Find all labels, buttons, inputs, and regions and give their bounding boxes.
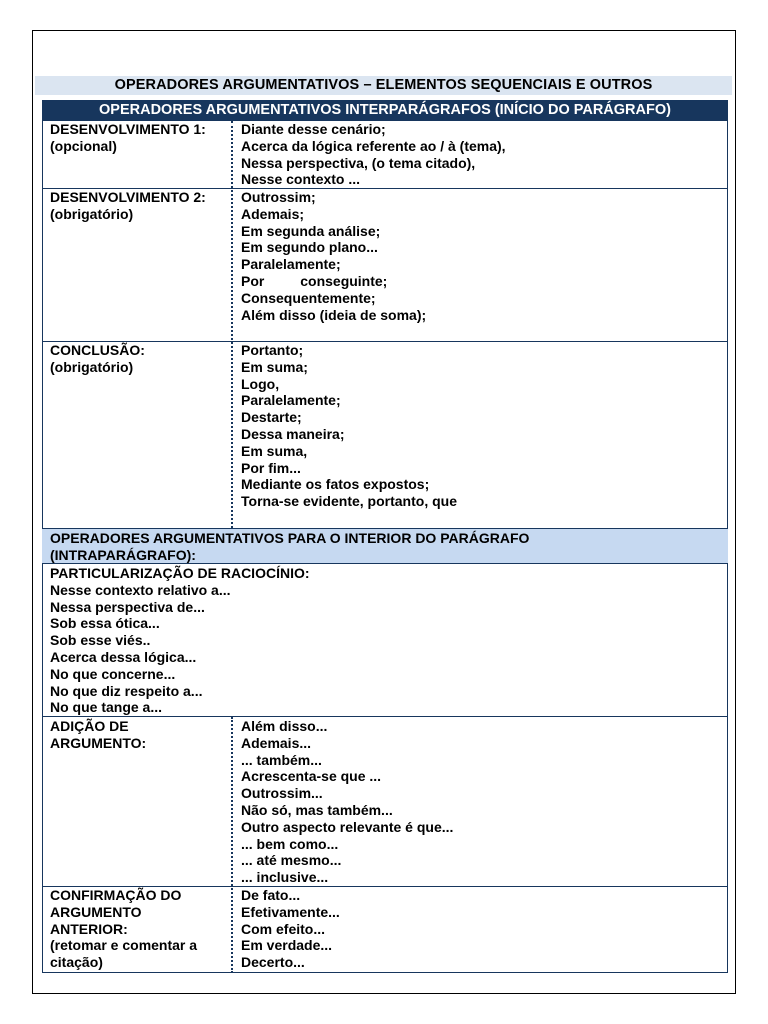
row-conclusao: [50, 342, 145, 376]
list-item: Logo,: [241, 375, 280, 392]
list-item: Nessa perspectiva de...: [50, 598, 205, 615]
list-item: Paralelamente;: [241, 392, 341, 409]
particularization-block: [50, 565, 310, 716]
list-item: No que diz respeito a...: [50, 682, 203, 699]
list-item: Torna-se evidente, portanto, que: [241, 493, 457, 510]
list-item: Paralelamente;: [241, 256, 341, 273]
list-item: Acrescenta-se que ...: [241, 768, 382, 785]
operator-list: [241, 121, 506, 188]
list-item: Consequentemente;: [241, 289, 376, 306]
row-label: CONCLUSÃO:: [50, 342, 145, 358]
list-item: Com efeito...: [241, 920, 326, 937]
row-label: DESENVOLVIMENTO 1:: [50, 121, 206, 137]
list-item: Ademais;: [241, 205, 305, 222]
section-interparagraph-heading: OPERADORES ARGUMENTATIVOS INTERPARÁGRAFOS (INÍCIO DO PARÁGRAFO): [42, 100, 728, 121]
section-intraparagraph-heading: [42, 528, 728, 564]
list-item: Além disso (ideia de soma);: [241, 306, 427, 323]
column-divider: [231, 717, 233, 973]
list-item: Sob essa ótica...: [50, 615, 160, 632]
row-note: (opcional): [50, 137, 117, 154]
list-item: ... inclusive...: [241, 869, 329, 886]
list-item: Em verdade...: [241, 937, 333, 954]
list-item: Ademais...: [241, 734, 312, 751]
list-item: Por conseguinte;: [241, 272, 388, 289]
list-item: Diante desse cenário;: [241, 121, 386, 137]
list-item: No que tange a...: [50, 699, 163, 716]
list-item: Outrossim...: [241, 785, 323, 802]
operator-list: [241, 189, 426, 323]
list-item: Mediante os fatos expostos;: [241, 476, 430, 493]
list-item: Em suma,: [241, 442, 308, 459]
operator-list: [241, 718, 453, 886]
list-item: ... também...: [241, 751, 322, 768]
list-item: Nesse contexto relativo a...: [50, 581, 231, 598]
list-item: Em segunda análise;: [241, 222, 381, 239]
list-item: Acerca dessa lógica...: [50, 648, 197, 665]
section-heading-text: OPERADORES ARGUMENTATIVOS PARA O INTERIOR DO PARÁGRAFO (INTRAPARÁGRAFO):: [50, 530, 530, 563]
list-item: Nessa perspectiva, (o tema citado),: [241, 154, 476, 171]
list-item: Não só, mas também...: [241, 801, 393, 818]
list-item: No que concerne...: [50, 665, 176, 682]
operator-list: [241, 887, 340, 971]
list-item: Nesse contexto ...: [241, 171, 361, 188]
row-desenvolvimento-1: [50, 121, 206, 155]
row-note: (obrigatório): [50, 205, 134, 222]
confirmation-block: [50, 887, 197, 971]
list-item: Em segundo plano...: [241, 239, 378, 256]
list-item: Além disso...: [241, 718, 328, 734]
list-item: Outro aspecto relevante é que...: [241, 818, 454, 835]
operator-list: [241, 342, 457, 510]
row-label: CONFIRMAÇÃO DO ARGUMENTO ANTERIOR:: [50, 887, 182, 937]
row-note: (retomar e comentar a citação): [50, 937, 198, 971]
column-divider: [231, 121, 233, 528]
list-item: Sob esse viés..: [50, 632, 151, 649]
list-item: Outrossim;: [241, 189, 316, 205]
list-item: Efetivamente...: [241, 903, 340, 920]
row-label: PARTICULARIZAÇÃO DE RACIOCÍNIO:: [50, 565, 310, 581]
operator-list: [50, 582, 310, 716]
list-item: ... bem como...: [241, 835, 339, 852]
row-label: DESENVOLVIMENTO 2:: [50, 189, 206, 205]
document-title: OPERADORES ARGUMENTATIVOS – ELEMENTOS SEQUENCIAIS E OUTROS: [35, 76, 732, 95]
list-item: ... até mesmo...: [241, 852, 342, 869]
list-item: Em suma;: [241, 358, 308, 375]
list-item: Decerto...: [241, 954, 305, 971]
list-item: Por fim...: [241, 459, 301, 476]
list-item: Destarte;: [241, 409, 302, 426]
row-desenvolvimento-2: [50, 189, 206, 223]
list-item: Dessa maneira;: [241, 425, 345, 442]
row-label: ADIÇÃO DE ARGUMENTO:: [50, 718, 147, 751]
list-item: De fato...: [241, 887, 301, 903]
list-item: Acerca da lógica referente ao / à (tema),: [241, 137, 506, 154]
row-note: (obrigatório): [50, 358, 134, 375]
list-item: Portanto;: [241, 342, 304, 358]
